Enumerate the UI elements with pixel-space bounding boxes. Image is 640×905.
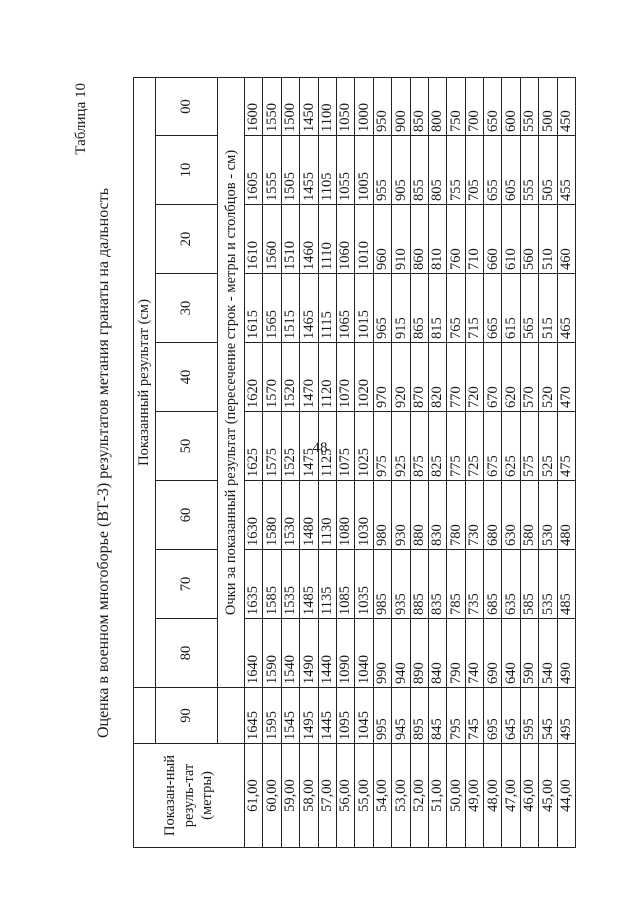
score-cell: 730: [465, 481, 483, 550]
score-cell: 1470: [300, 343, 318, 412]
score-cell: 645: [502, 688, 520, 744]
table-row: [281, 77, 299, 847]
score-cell: 1560: [263, 205, 281, 274]
score-cell: 670: [484, 343, 502, 412]
score-cell: 815: [428, 274, 446, 343]
score-cell: 535: [539, 550, 557, 619]
score-cell: 585: [520, 550, 538, 619]
score-cell: 990: [373, 619, 391, 688]
score-cell: 1630: [245, 481, 263, 550]
score-cell: 1455: [300, 136, 318, 205]
score-cell: 1550: [263, 77, 281, 135]
score-cell: 550: [520, 77, 538, 135]
score-cell: 480: [557, 481, 575, 550]
score-cell: 850: [410, 77, 428, 135]
score-cell: 1100: [318, 77, 336, 135]
table-row: [447, 77, 465, 847]
score-cell: 1460: [300, 205, 318, 274]
score-cell: 525: [539, 412, 557, 481]
score-cell: 1575: [263, 412, 281, 481]
score-cell: 1610: [245, 205, 263, 274]
score-cell: 775: [447, 412, 465, 481]
table-row: [392, 77, 410, 847]
column-header: 80: [156, 619, 218, 688]
score-cell: 910: [392, 205, 410, 274]
row-label: 46,00: [520, 744, 538, 848]
score-cell: 980: [373, 481, 391, 550]
score-cell: 885: [410, 550, 428, 619]
score-cell: 955: [373, 136, 391, 205]
score-cell: 1040: [355, 619, 373, 688]
row-label: 55,00: [355, 744, 373, 848]
score-cell: 1025: [355, 412, 373, 481]
score-cell: 1605: [245, 136, 263, 205]
score-cell: 1105: [318, 136, 336, 205]
score-cell: 1090: [336, 619, 354, 688]
score-cell: 540: [539, 619, 557, 688]
score-cell: 1600: [245, 77, 263, 135]
row-label: 44,00: [557, 744, 575, 848]
table-row: [263, 77, 281, 847]
score-cell: 1520: [281, 343, 299, 412]
score-cell: 1000: [355, 77, 373, 135]
score-cell: 1005: [355, 136, 373, 205]
score-cell: 880: [410, 481, 428, 550]
score-cell: 780: [447, 481, 465, 550]
score-cell: 690: [484, 619, 502, 688]
score-cell: 1030: [355, 481, 373, 550]
score-cell: 575: [520, 412, 538, 481]
score-cell: 1515: [281, 274, 299, 343]
score-cell: 660: [484, 205, 502, 274]
row-label: 53,00: [392, 744, 410, 848]
score-cell: 1505: [281, 136, 299, 205]
score-cell: 805: [428, 136, 446, 205]
score-cell: 725: [465, 412, 483, 481]
row-label: 60,00: [263, 744, 281, 848]
score-cell: 640: [502, 619, 520, 688]
score-cell: 495: [557, 688, 575, 744]
table-title: Оценка в военном многоборье (ВТ-3) результатов метания гранаты на дальность: [95, 187, 112, 739]
score-cell: 1110: [318, 205, 336, 274]
score-cell: 890: [410, 619, 428, 688]
score-cell: 935: [392, 550, 410, 619]
score-cell: 1450: [300, 77, 318, 135]
score-cell: 635: [502, 550, 520, 619]
score-cell: 1620: [245, 343, 263, 412]
table-row: [318, 77, 336, 847]
score-cell: 1075: [336, 412, 354, 481]
score-cell: 1115: [318, 274, 336, 343]
score-cell: 500: [539, 77, 557, 135]
score-cell: 985: [373, 550, 391, 619]
row-label: 57,00: [318, 744, 336, 848]
score-cell: 655: [484, 136, 502, 205]
score-cell: 1480: [300, 481, 318, 550]
subheader-spacer: [218, 688, 245, 744]
score-cell: 465: [557, 274, 575, 343]
score-cell: 1555: [263, 136, 281, 205]
table-row: [520, 77, 538, 847]
score-cell: 485: [557, 550, 575, 619]
score-cell: 900: [392, 77, 410, 135]
column-header: 70: [156, 550, 218, 619]
table-row: [484, 77, 502, 847]
row-label: 61,00: [245, 744, 263, 848]
score-cell: 930: [392, 481, 410, 550]
row-label: 51,00: [428, 744, 446, 848]
table-row: [245, 77, 263, 847]
corner-cell: [134, 688, 156, 744]
rotated-table-block: [73, 78, 575, 848]
score-cell: 745: [465, 688, 483, 744]
column-header: 20: [156, 205, 218, 274]
score-cell: 665: [484, 274, 502, 343]
score-cell: 960: [373, 205, 391, 274]
score-cell: 735: [465, 550, 483, 619]
score-cell: 620: [502, 343, 520, 412]
score-cell: 865: [410, 274, 428, 343]
score-cell: 505: [539, 136, 557, 205]
score-cell: 675: [484, 412, 502, 481]
score-cell: 580: [520, 481, 538, 550]
score-cell: 1070: [336, 343, 354, 412]
score-cell: 1020: [355, 343, 373, 412]
score-cell: 680: [484, 481, 502, 550]
score-cell: 1130: [318, 481, 336, 550]
score-cell: 1625: [245, 412, 263, 481]
score-cell: 970: [373, 343, 391, 412]
table-row: [373, 77, 391, 847]
score-cell: 765: [447, 274, 465, 343]
score-cell: 860: [410, 205, 428, 274]
score-cell: 1080: [336, 481, 354, 550]
score-cell: 545: [539, 688, 557, 744]
score-cell: 685: [484, 550, 502, 619]
score-cell: 1645: [245, 688, 263, 744]
score-cell: 695: [484, 688, 502, 744]
score-cell: 870: [410, 343, 428, 412]
score-cell: 595: [520, 688, 538, 744]
score-cell: 1640: [245, 619, 263, 688]
column-header: 10: [156, 136, 218, 205]
score-cell: 715: [465, 274, 483, 343]
column-header: 60: [156, 481, 218, 550]
score-cell: 630: [502, 481, 520, 550]
score-cell: 705: [465, 136, 483, 205]
row-label: 59,00: [281, 744, 299, 848]
score-cell: 1485: [300, 550, 318, 619]
score-cell: 965: [373, 274, 391, 343]
score-cell: 920: [392, 343, 410, 412]
subheader: Очки за показанный результат (пересечение строк - метры и столбцов - см): [218, 77, 245, 687]
score-cell: 1595: [263, 688, 281, 744]
column-header: 50: [156, 412, 218, 481]
table-row: [300, 77, 318, 847]
score-cell: 825: [428, 412, 446, 481]
column-header: 40: [156, 343, 218, 412]
score-cell: 915: [392, 274, 410, 343]
column-header: 00: [156, 77, 218, 135]
score-cell: 470: [557, 343, 575, 412]
score-cell: 555: [520, 136, 538, 205]
score-cell: 490: [557, 619, 575, 688]
table-body: [245, 77, 576, 847]
row-label: 50,00: [447, 744, 465, 848]
score-cell: 1050: [336, 77, 354, 135]
column-header: 30: [156, 274, 218, 343]
score-cell: 1490: [300, 619, 318, 688]
score-cell: 1015: [355, 274, 373, 343]
score-cell: 895: [410, 688, 428, 744]
score-cell: 1135: [318, 550, 336, 619]
score-cell: 800: [428, 77, 446, 135]
table-row: [336, 77, 354, 847]
score-cell: 1570: [263, 343, 281, 412]
score-cell: 785: [447, 550, 465, 619]
score-cell: 610: [502, 205, 520, 274]
column-header-row: [156, 77, 218, 847]
score-cell: 605: [502, 136, 520, 205]
score-cell: 855: [410, 136, 428, 205]
score-cell: 975: [373, 412, 391, 481]
score-cell: 1495: [300, 688, 318, 744]
score-cell: 845: [428, 688, 446, 744]
score-cell: 1535: [281, 550, 299, 619]
table-label: Таблица 10: [73, 83, 89, 155]
score-table: [133, 77, 576, 848]
score-cell: 760: [447, 205, 465, 274]
row-label: 47,00: [502, 744, 520, 848]
row-label: 56,00: [336, 744, 354, 848]
score-cell: 950: [373, 77, 391, 135]
score-cell: 1010: [355, 205, 373, 274]
score-cell: 755: [447, 136, 465, 205]
score-cell: 700: [465, 77, 483, 135]
score-cell: 710: [465, 205, 483, 274]
row-label: 54,00: [373, 744, 391, 848]
score-cell: 790: [447, 619, 465, 688]
score-cell: 1635: [245, 550, 263, 619]
score-cell: 1530: [281, 481, 299, 550]
score-cell: 1500: [281, 77, 299, 135]
score-cell: 1035: [355, 550, 373, 619]
score-cell: 1465: [300, 274, 318, 343]
score-cell: 1510: [281, 205, 299, 274]
score-cell: 455: [557, 136, 575, 205]
score-cell: 1120: [318, 343, 336, 412]
score-cell: 740: [465, 619, 483, 688]
table-row: [355, 77, 373, 847]
score-cell: 1125: [318, 412, 336, 481]
score-cell: 795: [447, 688, 465, 744]
score-cell: 830: [428, 481, 446, 550]
score-cell: 1545: [281, 688, 299, 744]
score-cell: 530: [539, 481, 557, 550]
row-label: 58,00: [300, 744, 318, 848]
table-row: [539, 77, 557, 847]
score-cell: 1525: [281, 412, 299, 481]
column-header: 90: [156, 688, 218, 744]
score-cell: 460: [557, 205, 575, 274]
row-label: 48,00: [484, 744, 502, 848]
score-cell: 1475: [300, 412, 318, 481]
score-cell: 905: [392, 136, 410, 205]
score-cell: 1085: [336, 550, 354, 619]
score-cell: 750: [447, 77, 465, 135]
row-label: 45,00: [539, 744, 557, 848]
score-cell: 1565: [263, 274, 281, 343]
score-cell: 1445: [318, 688, 336, 744]
score-cell: 720: [465, 343, 483, 412]
score-cell: 995: [373, 688, 391, 744]
score-cell: 1055: [336, 136, 354, 205]
score-cell: 565: [520, 274, 538, 343]
score-cell: 875: [410, 412, 428, 481]
score-cell: 1060: [336, 205, 354, 274]
score-cell: 590: [520, 619, 538, 688]
score-cell: 1615: [245, 274, 263, 343]
row-label: 49,00: [465, 744, 483, 848]
table-row: [465, 77, 483, 847]
score-cell: 650: [484, 77, 502, 135]
score-cell: 925: [392, 412, 410, 481]
score-cell: 510: [539, 205, 557, 274]
score-cell: 820: [428, 343, 446, 412]
score-cell: 475: [557, 412, 575, 481]
score-cell: 770: [447, 343, 465, 412]
table-row: [428, 77, 446, 847]
score-cell: 560: [520, 205, 538, 274]
row-header-title: Показан-ный резуль-тат (метры): [134, 744, 245, 848]
score-cell: 570: [520, 343, 538, 412]
score-cell: 1540: [281, 619, 299, 688]
group-header: Показанный результат (см): [134, 77, 156, 687]
score-cell: 625: [502, 412, 520, 481]
score-cell: 1590: [263, 619, 281, 688]
table-row: [502, 77, 520, 847]
score-cell: 515: [539, 274, 557, 343]
score-cell: 450: [557, 77, 575, 135]
score-cell: 835: [428, 550, 446, 619]
score-cell: 520: [539, 343, 557, 412]
score-cell: 1065: [336, 274, 354, 343]
score-cell: 840: [428, 619, 446, 688]
score-cell: 1095: [336, 688, 354, 744]
score-cell: 1440: [318, 619, 336, 688]
score-cell: 615: [502, 274, 520, 343]
score-cell: 600: [502, 77, 520, 135]
score-cell: 810: [428, 205, 446, 274]
score-cell: 940: [392, 619, 410, 688]
table-row: [410, 77, 428, 847]
score-cell: 945: [392, 688, 410, 744]
page-number: 48: [312, 440, 328, 456]
row-label: 52,00: [410, 744, 428, 848]
score-cell: 1045: [355, 688, 373, 744]
table-row: [557, 77, 575, 847]
score-cell: 1580: [263, 481, 281, 550]
score-cell: 1585: [263, 550, 281, 619]
